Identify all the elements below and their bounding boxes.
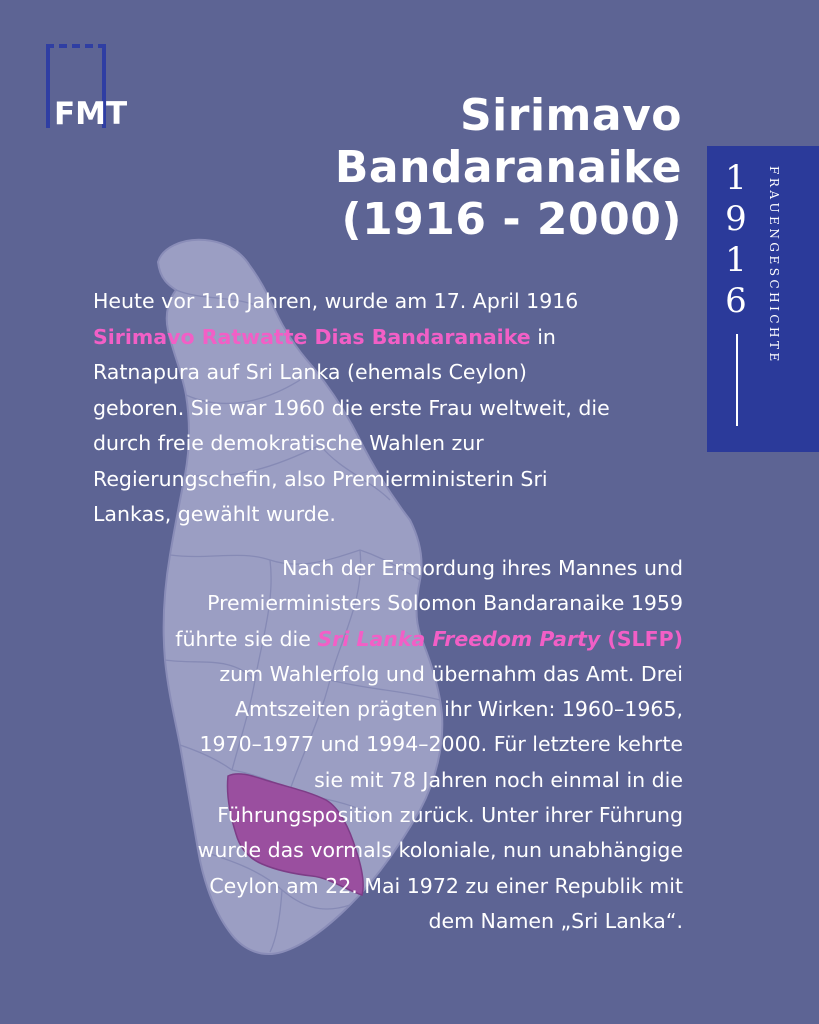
text-line: Regierungschefin, also Premierministerin Sri — [93, 466, 548, 491]
text-line: zum Wahlerfolg und übernahm das Amt. Drei — [219, 661, 683, 686]
year-digit: 9 — [725, 199, 747, 239]
party-abbreviation: (SLFP) — [600, 626, 683, 651]
text-line: dem Namen „Sri Lanka“. — [428, 908, 683, 933]
party-name: Sri Lanka Freedom Party — [317, 626, 601, 651]
text-line: Premierministers Solomon Bandaranaike 1959 — [207, 591, 683, 616]
text-fragment: in — [530, 324, 556, 349]
year-sidebar — [707, 146, 819, 452]
text-line — [100, 622, 683, 657]
career-paragraph — [100, 551, 683, 939]
text-line: geboren. Sie war 1960 die erste Frau weltweit, die — [93, 395, 610, 420]
text-line: Führungsposition zurück. Unter ihrer Führung — [217, 803, 683, 828]
year-divider-line — [736, 334, 738, 426]
text-fragment: führte sie die — [175, 626, 318, 651]
year-digit: 1 — [725, 158, 747, 198]
logo-text: FMT — [54, 96, 128, 132]
text-line: Heute vor 110 Jahren, wurde am 17. April 1916 — [93, 289, 579, 313]
category-label: FRAUENGESCHICHTE — [767, 166, 781, 365]
year-vertical — [721, 158, 751, 322]
title-line: Sirimavo — [459, 90, 682, 141]
text-line: Nach der Ermordung ihres Mannes und — [282, 556, 683, 580]
text-line: Ceylon am 22. Mai 1972 zu einer Republik mit — [209, 873, 683, 898]
page-title — [122, 90, 682, 246]
year-digit: 1 — [725, 240, 747, 280]
text-line: Amtszeiten prägten ihr Wirken: 1960–1965, — [235, 697, 683, 722]
title-line: (1916 - 2000) — [341, 194, 682, 245]
text-line: durch freie demokratische Wahlen zur — [93, 431, 484, 455]
text-line: Lankas, gewählt wurde. — [93, 502, 336, 526]
fmt-logo — [46, 44, 128, 132]
text-line: Ratnapura auf Sri Lanka (ehemals Ceylon) — [93, 360, 527, 384]
year-digit: 6 — [725, 281, 747, 321]
person-name: Sirimavo Ratwatte Dias Bandaranaike — [93, 324, 531, 349]
text-line: 1970–1977 und 1994–2000. Für letztere kehrte — [199, 732, 683, 757]
intro-paragraph — [93, 284, 693, 533]
text-line — [93, 320, 693, 356]
text-line: wurde das vormals koloniale, nun unabhängige — [197, 838, 683, 863]
text-line: sie mit 78 Jahren noch einmal in die — [314, 767, 683, 792]
title-line: Bandaranaike — [334, 142, 682, 193]
